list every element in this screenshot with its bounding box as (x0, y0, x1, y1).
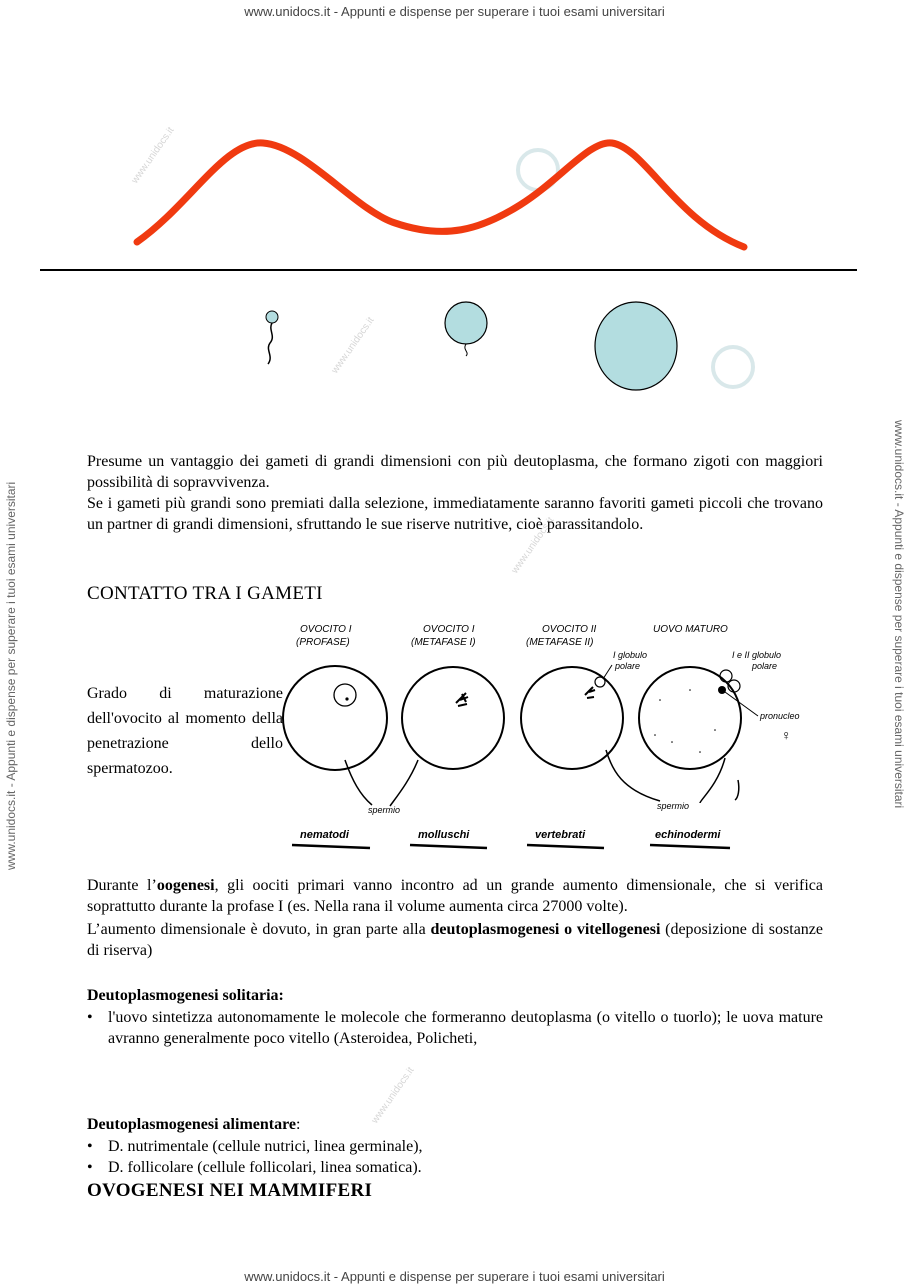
footer-watermark: www.unidocs.it - Appunti e dispense per superare i tuoi esami universitari (244, 1269, 665, 1284)
faint-watermark: www.unidocs.it (509, 515, 557, 576)
solitaria-heading: Deutoplasmogenesi solitaria: (87, 987, 284, 1004)
group-molluschi: molluschi (418, 829, 470, 841)
contatto-heading: CONTATTO TRA I GAMETI (87, 583, 323, 604)
female-symbol-icon: ♀ (781, 727, 792, 743)
alimentare-heading: Deutoplasmogenesi alimentare: (87, 1116, 301, 1133)
mammiferi-heading: OVOGENESI NEI MAMMIFERI (87, 1180, 373, 1201)
group-echinodermi: echinodermi (655, 829, 721, 841)
group-nematodi: nematodi (300, 829, 349, 841)
intro-paragraph-2: Se i gameti più grandi sono premiati dalla selezione, immediatamente saranno favoriti gameti piccoli che trovano un partner di grandi dimensioni, sfruttando le sue riserve nutritive, cioè parassitandolo. (87, 495, 823, 533)
header-watermark: www.unidocs.it - Appunti e dispense per superare i tuoi esami universitari (244, 4, 665, 19)
oocyte-metafase-1 (402, 667, 504, 769)
group-vertebrati: vertebrati (535, 829, 586, 841)
list-item: • D. nutrimentale (cellule nutrici, linea germinale), (87, 1136, 823, 1157)
figure-side-caption: Grado di maturazione dell'ovocito al momento della penetrazione dello spermatozoo. (87, 685, 283, 777)
mature-egg (639, 667, 741, 769)
group-underlines (292, 845, 730, 848)
label-sperm-1: spermio (368, 805, 401, 815)
list-item: • D. follicolare (cellule follicolari, linea somatica). (87, 1157, 823, 1178)
term-oogenesi: oogenesi (156, 877, 215, 894)
stage-1-title: OVOCITO I (300, 624, 352, 635)
label-pronucleus: pronucleo (760, 711, 800, 721)
label-first-polar-body: I globulo (613, 650, 648, 660)
oocyte-profase (283, 666, 387, 770)
intro-paragraph-1: Presume un vantaggio dei gameti di grandi dimensioni con più deutoplasma, che formano zigoti con maggiori possibilità di sopravvivenza. (87, 453, 823, 491)
faint-watermark: www.unidocs.it (369, 1065, 417, 1126)
list-item: • l'uovo sintetizza autonomamente le molecole che formeranno deutoplasma (o vitello o tuorlo); le uova mature avranno generalmente poco vitello (Asteroidea, Policheti, (87, 1007, 823, 1049)
right-side-watermark: www.unidocs.it - Appunti e dispense per superare i tuoi esami universitari (892, 420, 906, 809)
label-polar: polare (615, 661, 641, 671)
stage-4-title: UOVO MATURO (653, 624, 728, 635)
oogenesi-paragraph-1: Durante l’oogenesi, gli oociti primari vanno incontro ad un grande aumento dimensionale, che si verifica soprattutto durante la profase I (es. Nella rana il volume aumenta circa 27000 volte). (87, 877, 823, 915)
faint-watermark: www.unidocs.it (329, 315, 377, 376)
stage-3-title: OVOCITO II (542, 624, 597, 635)
stage-2-phase: (METAFASE I) (411, 637, 476, 648)
label-polar-bodies: I e II globulo (732, 650, 782, 660)
stage-3-phase: (METAFASE II) (526, 637, 594, 648)
faint-watermark: www.unidocs.it (129, 125, 177, 186)
term-deutoplasmogenesi: deutoplasmogenesi o vitellogenesi (430, 921, 661, 938)
oogenesi-paragraph-2: L’aumento dimensionale è dovuto, in gran parte alla deutoplasmogenesi o vitellogenesi (deposizione di sostanze di riserva) (87, 921, 824, 959)
label-sperm-2: spermio (657, 801, 690, 811)
solitaria-list (87, 1007, 823, 1049)
stage-1-phase: (PROFASE) (296, 637, 350, 648)
stage-2-title: OVOCITO I (423, 624, 475, 635)
label-polar-2: polare (752, 661, 778, 671)
left-side-watermark: www.unidocs.it - Appunti e dispense per superare i tuoi esami universitari (4, 481, 18, 870)
alimentare-list (87, 1136, 823, 1178)
